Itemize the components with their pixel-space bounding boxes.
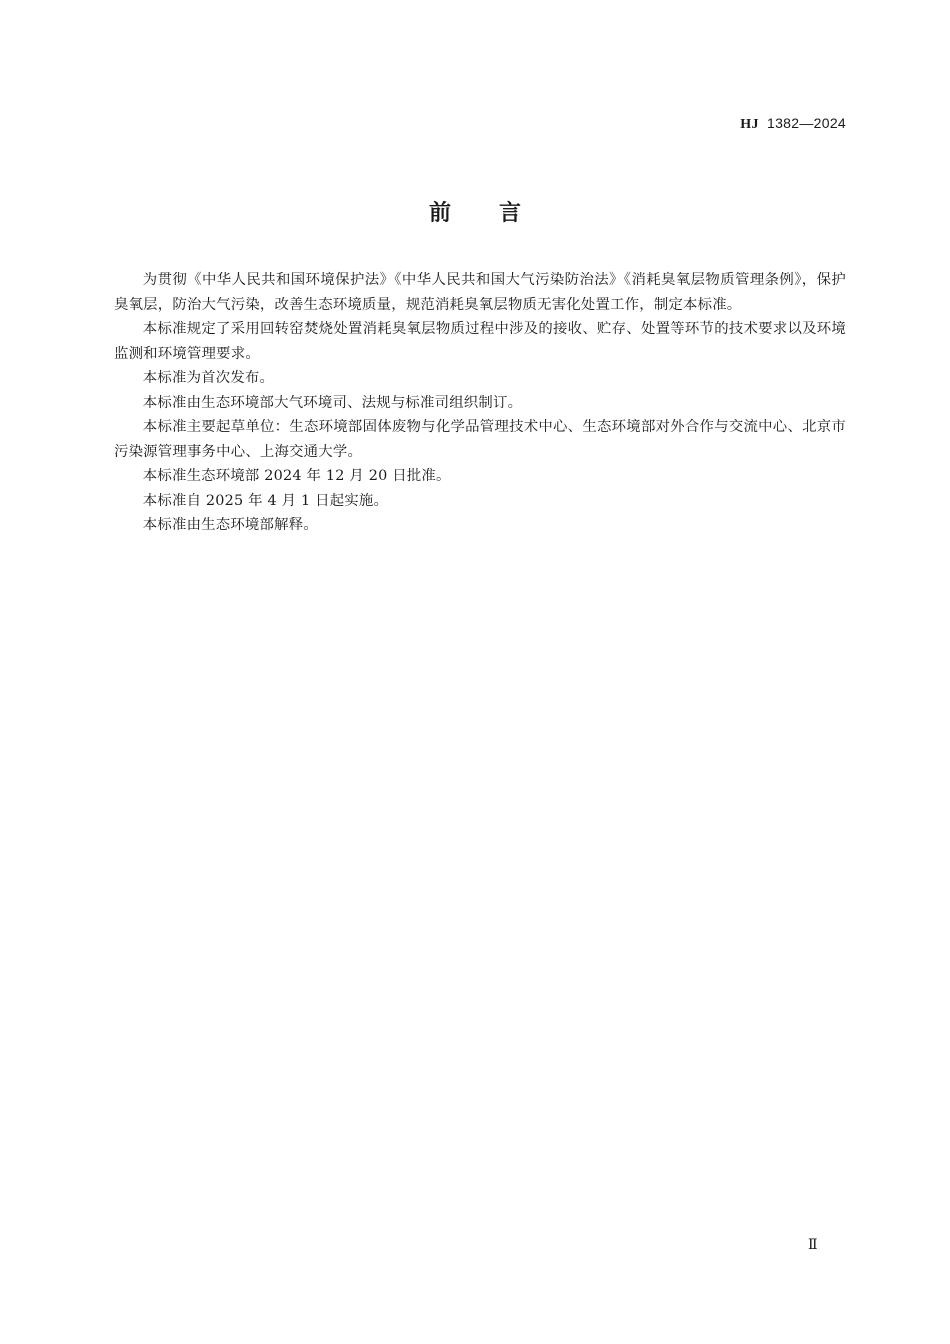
paragraph: 本标准规定了采用回转窑焚烧处置消耗臭氧层物质过程中涉及的接收、贮存、处置等环节的技术要求以及环境监测和环境管理要求。 bbox=[114, 321, 846, 362]
page-number: Ⅱ bbox=[808, 1237, 818, 1253]
paragraph: 本标准由生态环境部大气环境司、法规与标准司组织制订。 bbox=[142, 394, 523, 411]
paragraph: 本标准自 2025 年 4 月 1 日起实施。 bbox=[142, 492, 389, 509]
page-title: 前言 bbox=[428, 201, 569, 226]
standard-number: 1382—2024 bbox=[767, 115, 846, 131]
standard-prefix: HJ bbox=[740, 117, 759, 132]
foreword-body bbox=[114, 268, 846, 538]
paragraph: 为贯彻《中华人民共和国环境保护法》《中华人民共和国大气污染防治法》《消耗臭氧层物质管理条例》，保护臭氧层，防治大气污染，改善生态环境质量，规范消耗臭氧层物质无害化处置工作，制定本标准。 bbox=[114, 272, 846, 313]
paragraph: 本标准由生态环境部解释。 bbox=[142, 517, 318, 533]
paragraph: 本标准生态环境部 2024 年 12 月 20 日批准。 bbox=[142, 468, 451, 484]
paragraph: 本标准主要起草单位：生态环境部固体废物与化学品管理技术中心、生态环境部对外合作与交流中心、北京市污染源管理事务中心、上海交通大学。 bbox=[114, 419, 846, 460]
paragraph: 本标准为首次发布。 bbox=[142, 370, 275, 386]
document-header bbox=[740, 115, 846, 133]
